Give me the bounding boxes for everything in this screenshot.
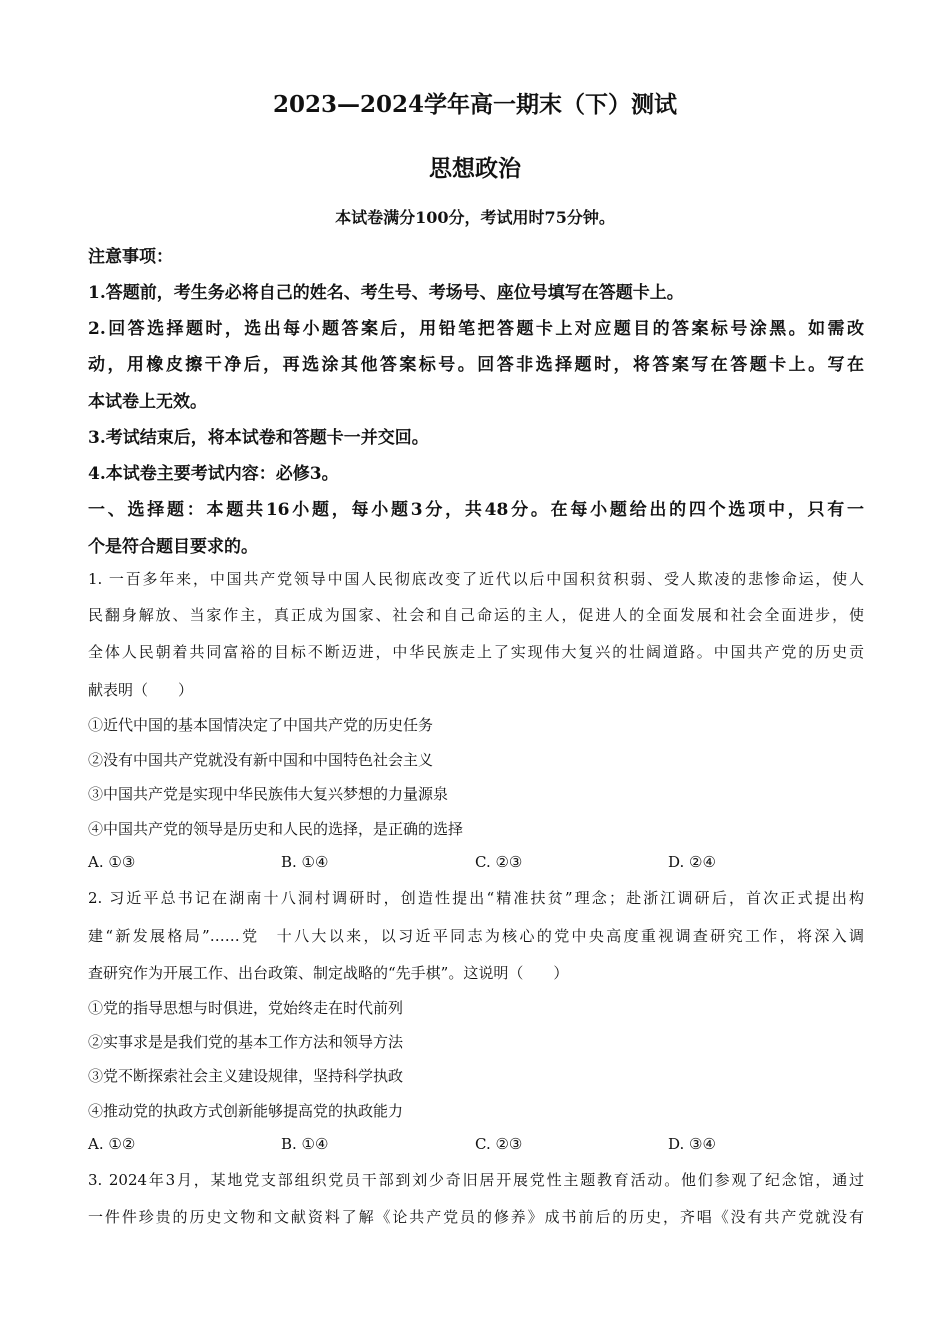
q1-stem-line-2: 民翻身解放、当家作主，真正成为国家、社会和自己命运的主人，促进人的全面发展和社会全面进步，使 bbox=[88, 606, 864, 624]
exam-title: 2023—2024学年高一期末（下）测试 bbox=[272, 91, 678, 118]
q2-stem-line-3: 查研究作为开展工作、出台政策、制定战略的“先手棋”。这说明（ ） bbox=[88, 964, 569, 982]
q2-statement-1: ①党的指导思想与时俱进，党始终走在时代前列 bbox=[88, 999, 404, 1017]
q1-statement-2: ②没有中国共产党就没有新中国和中国特色社会主义 bbox=[88, 751, 434, 769]
notice-item-3: 3.考试结束后，将本试卷和答题卡一并交回。 bbox=[88, 428, 429, 448]
q1-option-c: C. ②③ bbox=[475, 853, 523, 871]
exam-info: 本试卷满分100分，考试用时75分钟。 bbox=[335, 208, 615, 227]
q2-option-d: D. ③④ bbox=[668, 1135, 716, 1153]
notice-heading: 注意事项： bbox=[88, 247, 173, 267]
q2-stem-line-2: 建“新发展格局”……党 十八大以来，以习近平同志为核心的党中央高度重视调查研究工作，将深入调 bbox=[88, 927, 864, 945]
q1-stem-line-1: 1. 一百多年来，中国共产党领导中国人民彻底改变了近代以后中国积贫积弱、受人欺凌的悲惨命运，使人 bbox=[88, 570, 864, 588]
q1-stem-line-3: 全体人民朝着共同富裕的目标不断迈进，中华民族走上了实现伟大复兴的壮阔道路。中国共产党的历史贡 bbox=[88, 643, 864, 661]
q2-option-b: B. ①④ bbox=[281, 1135, 329, 1153]
notice-item-2-line-2: 动，用橡皮擦干净后，再选涂其他答案标号。回答非选择题时，将答案写在答题卡上。写在 bbox=[88, 355, 864, 375]
q1-stem-line-4: 献表明（ ） bbox=[88, 681, 194, 699]
section-heading-line-1: 一、选择题：本题共16小题，每小题3分，共48分。在每小题给出的四个选项中，只有一 bbox=[88, 500, 864, 520]
q2-stem-line-1: 2. 习近平总书记在湖南十八洞村调研时，创造性提出“精准扶贫”理念；赴浙江调研后，首次正式提出构 bbox=[88, 889, 864, 907]
subject-title: 思想政治 bbox=[429, 155, 521, 182]
q1-option-d: D. ②④ bbox=[668, 853, 716, 871]
notice-item-2-line-1: 2.回答选择题时，选出每小题答案后，用铅笔把答题卡上对应题目的答案标号涂黑。如需改 bbox=[88, 319, 864, 339]
q3-stem-line-1: 3. 2024年3月，某地党支部组织党员干部到刘少奇旧居开展党性主题教育活动。他们参观了纪念馆，通过 bbox=[88, 1171, 864, 1189]
q2-option-a: A. ①② bbox=[88, 1135, 136, 1153]
notice-item-1: 1.答题前，考生务必将自己的姓名、考生号、考场号、座位号填写在答题卡上。 bbox=[88, 283, 684, 303]
q2-statement-3: ③党不断探索社会主义建设规律，坚持科学执政 bbox=[88, 1067, 404, 1085]
q1-statement-4: ④中国共产党的领导是历史和人民的选择，是正确的选择 bbox=[88, 820, 464, 838]
q2-statement-2: ②实事求是是我们党的基本工作方法和领导方法 bbox=[88, 1033, 404, 1051]
notice-item-2-line-3: 本试卷上无效。 bbox=[88, 392, 207, 412]
section-heading-line-2: 个是符合题目要求的。 bbox=[88, 537, 258, 557]
q1-statement-3: ③中国共产党是实现中华民族伟大复兴梦想的力量源泉 bbox=[88, 785, 449, 803]
q1-statement-1: ①近代中国的基本国情决定了中国共产党的历史任务 bbox=[88, 716, 434, 734]
notice-item-4: 4.本试卷主要考试内容：必修3。 bbox=[88, 464, 339, 484]
q3-stem-line-2: 一件件珍贵的历史文物和文献资料了解《论共产党员的修养》成书前后的历史，齐唱《没有共产党就没有 bbox=[88, 1208, 864, 1226]
q1-option-b: B. ①④ bbox=[281, 853, 329, 871]
q2-option-c: C. ②③ bbox=[475, 1135, 523, 1153]
q1-option-a: A. ①③ bbox=[88, 853, 136, 871]
q2-statement-4: ④推动党的执政方式创新能够提高党的执政能力 bbox=[88, 1102, 404, 1120]
